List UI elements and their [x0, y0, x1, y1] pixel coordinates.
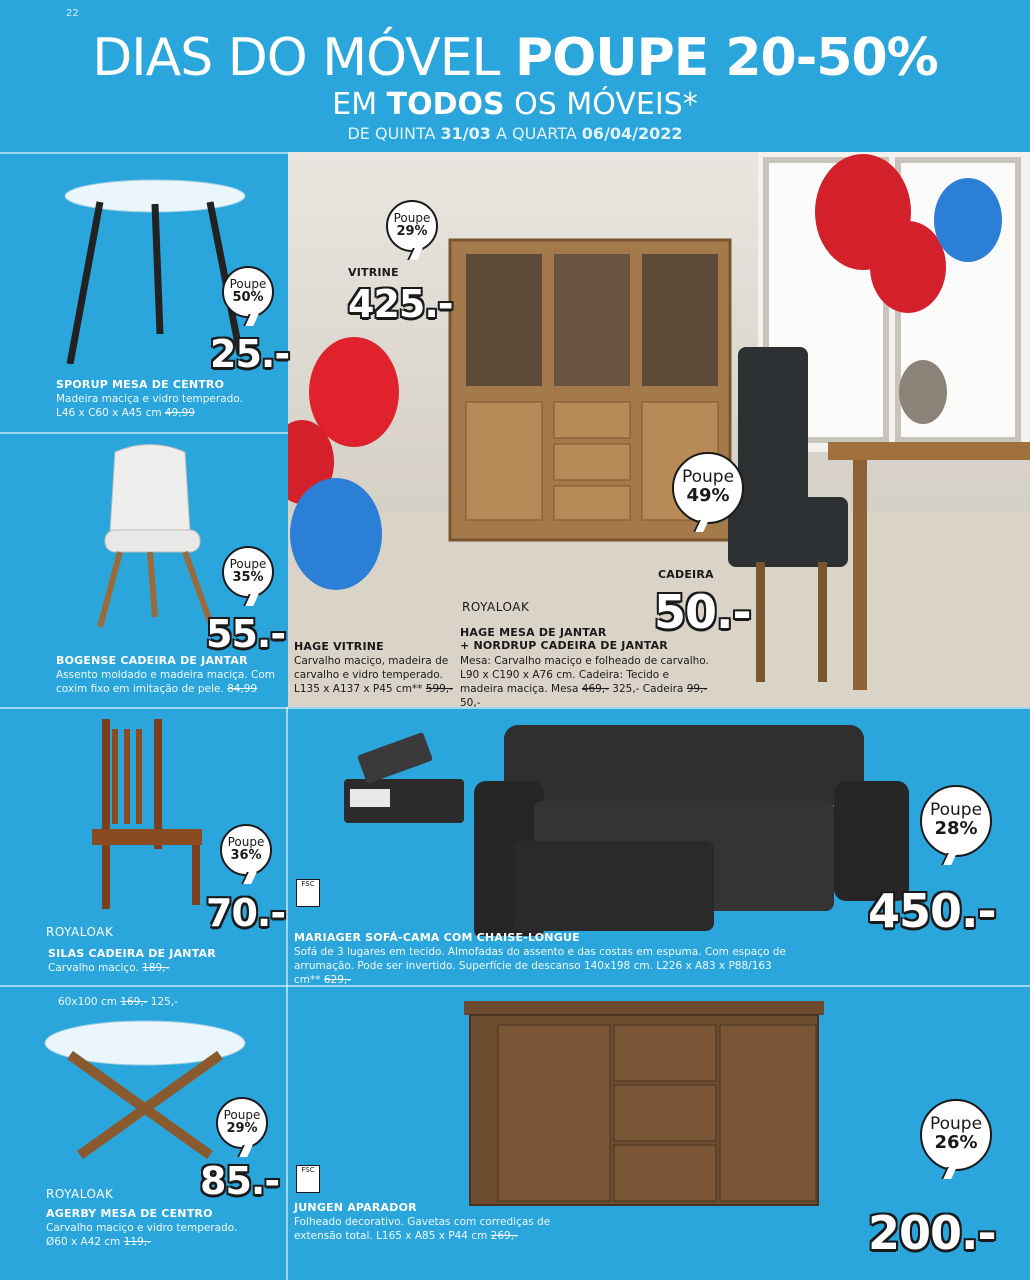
product-title: SILAS CADEIRA DE JANTAR: [48, 947, 216, 960]
product-description: Folheado decorativo. Gavetas com corrediças de extensão total. L165 x A85 x P44 cm 269,-: [294, 1216, 551, 1242]
product-sporup[interactable]: [0, 154, 290, 432]
discount-bubble: Poupe 26%: [920, 1099, 992, 1171]
product-agerby[interactable]: [0, 987, 286, 1280]
corner-sofa-image: [474, 721, 914, 936]
header-dates: [0, 124, 1030, 144]
header: [0, 0, 1030, 155]
subtitle-bold: TODOS: [386, 87, 505, 122]
royaloak-logo: ROYALOAK: [46, 925, 114, 939]
product-description: Carvalho maciço. 189,-: [48, 962, 170, 974]
product-title: SPORUP MESA DE CENTRO: [56, 378, 225, 391]
product-description: Madeira maciça e vidro temperado. L46 x C60 x A45 cm 49,99: [56, 393, 243, 419]
date-start: 31/03: [440, 124, 491, 143]
price: 85.-: [200, 1159, 280, 1203]
product-title: BOGENSE CADEIRA DE JANTAR: [56, 654, 248, 667]
dining-chair-image: [90, 442, 220, 632]
price: 200.-: [868, 1206, 996, 1260]
price: 70.-: [206, 891, 286, 935]
discount-bubble-cadeira: Poupe 49%: [672, 452, 744, 524]
header-title: [0, 28, 1030, 88]
date-end: 06/04/2022: [581, 124, 683, 143]
price: 55.-: [206, 612, 286, 656]
dates-mid: A QUARTA: [490, 124, 582, 143]
product-title: AGERBY MESA DE CENTRO: [46, 1207, 213, 1220]
discount-bubble: Poupe 36%: [220, 824, 272, 876]
discount-bubble-vitrine: Poupe 29%: [386, 200, 438, 252]
discount-bubble: Poupe 50%: [222, 266, 274, 318]
price: 25.-: [210, 332, 290, 376]
royaloak-logo: ROYALOAK: [46, 1187, 114, 1201]
cadeira-label: CADEIRA: [658, 568, 714, 581]
hage-mesa-title: HAGE MESA DE JANTAR + NORDRUP CADEIRA DE JANTAR: [460, 626, 668, 652]
sideboard-image: [464, 1001, 824, 1211]
subtitle-pre: EM: [332, 87, 387, 122]
hage-mesa-description: Mesa: Carvalho maciço e folheado de carvalho. L90 x C190 x A76 cm. Cadeira: Tecido e madeira maciça. Mesa 469,- 325,- Cadeira 99,- 50,-: [460, 655, 709, 709]
hage-vitrine-description: Carvalho maciço, madeira de carvalho e vidro temperado. L135 x A137 x P45 cm** 599,-: [294, 655, 453, 695]
product-title: MARIAGER SOFÁ-CAMA COM CHAISE-LONGUE: [294, 931, 580, 944]
round-coffee-table-image: [40, 1015, 250, 1165]
product-bogense[interactable]: [0, 434, 286, 707]
discount-bubble: Poupe 35%: [222, 546, 274, 598]
title-bold: POUPE 20-50%: [515, 28, 938, 88]
sofa-bed-storage-image: [340, 723, 470, 833]
title-regular: DIAS DO MÓVEL: [92, 28, 516, 88]
cadeira-price: 50.-: [654, 585, 751, 639]
discount-bubble: Poupe 28%: [920, 785, 992, 857]
vitrine-price: 425.-: [348, 282, 453, 326]
product-description: Sofá de 3 lugares em tecido. Almofadas do assento e das costas em espuma. Com espaço de arrumação. Pode ser invertido. Superfície de descanso 140x198 cm. L226 x A83 x P88/163 cm** 629,-: [294, 946, 786, 986]
vitrine-label: VITRINE: [348, 266, 399, 279]
price: 450.-: [868, 884, 996, 938]
product-description: Assento moldado e madeira maciça. Com coxim fixo em imitação de pele. 84,99: [56, 669, 276, 695]
discount-bubble: Poupe 29%: [216, 1097, 268, 1149]
product-description: Carvalho maciço e vidro temperado. Ø60 x A42 cm 119,-: [46, 1222, 238, 1248]
subtitle-post: OS MÓVEIS*: [504, 87, 698, 122]
wooden-chair-image: [92, 719, 212, 909]
fsc-icon: FSC: [296, 1165, 320, 1193]
hage-vitrine-title: HAGE VITRINE: [294, 640, 384, 653]
page-number: 22: [66, 8, 79, 19]
size-note: 60x100 cm 169,- 125,-: [58, 996, 178, 1008]
dates-pre: DE QUINTA: [347, 124, 441, 143]
fsc-icon: FSC: [296, 879, 320, 907]
royaloak-logo: ROYALOAK: [462, 600, 530, 614]
product-silas[interactable]: [0, 709, 286, 985]
product-mariager[interactable]: [288, 709, 1030, 985]
product-title: JUNGEN APARADOR: [294, 1201, 417, 1214]
product-jungen[interactable]: [288, 987, 1030, 1280]
header-subtitle: [0, 88, 1030, 122]
